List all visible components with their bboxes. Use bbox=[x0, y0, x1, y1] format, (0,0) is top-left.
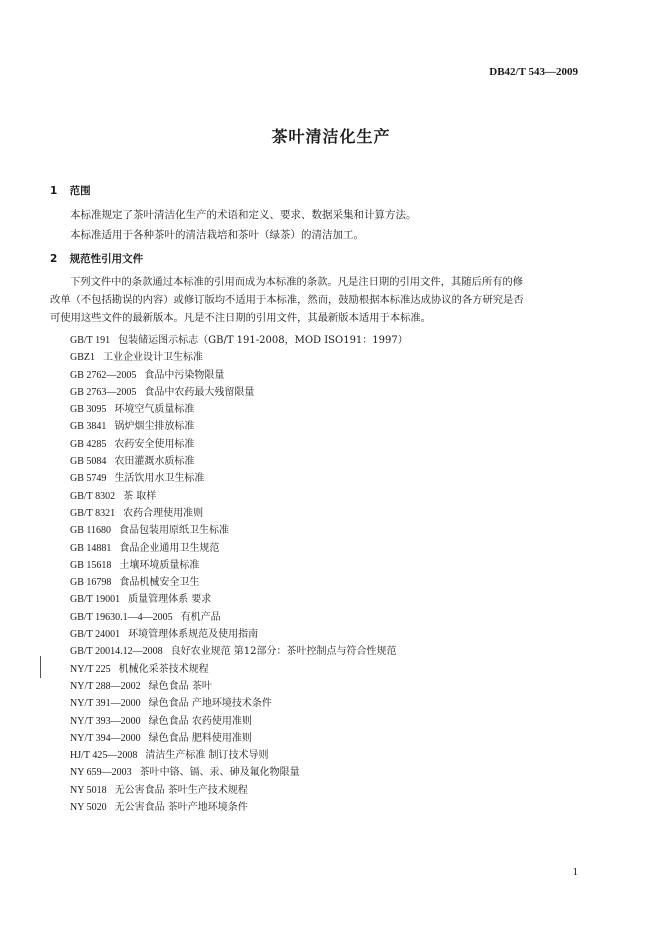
reference-item bbox=[70, 436, 408, 453]
section-number: 1 bbox=[50, 185, 58, 197]
reference-title: 农药合理使用准则 bbox=[123, 507, 204, 519]
reference-title: 绿色食品 产地环境技术条件 bbox=[148, 698, 272, 710]
reference-title: 包装储运图示标志（GB/T 191-2008，MOD ISO191：1997） bbox=[118, 335, 408, 346]
reference-title: 食品机械安全卫生 bbox=[119, 577, 200, 589]
reference-item bbox=[70, 453, 408, 470]
reference-item bbox=[70, 332, 408, 349]
reference-code: NY/T 391—2000 bbox=[70, 698, 141, 710]
reference-code: GB/T 8321 bbox=[70, 507, 116, 519]
reference-item bbox=[70, 522, 408, 539]
reference-item bbox=[70, 799, 408, 816]
reference-code: NY/T 393—2000 bbox=[70, 715, 141, 727]
reference-title: 工业企业设计卫生标准 bbox=[103, 352, 203, 364]
reference-item bbox=[70, 764, 408, 781]
reference-item bbox=[70, 574, 408, 591]
reference-title: 有机产品 bbox=[180, 611, 221, 623]
reference-item bbox=[70, 384, 408, 401]
reference-title: 绿色食品 肥料使用准则 bbox=[148, 732, 252, 744]
reference-title: 绿色食品 农药使用准则 bbox=[148, 715, 252, 727]
reference-item bbox=[70, 626, 408, 643]
reference-item bbox=[70, 418, 408, 435]
reference-code: GB 15618 bbox=[70, 559, 112, 571]
reference-title: 无公害食品 茶叶产地环境条件 bbox=[114, 802, 248, 814]
reference-item bbox=[70, 367, 408, 384]
reference-item bbox=[70, 695, 408, 712]
reference-item bbox=[70, 557, 408, 574]
reference-item bbox=[70, 782, 408, 799]
reference-code: NY 5020 bbox=[70, 802, 107, 814]
reference-title: 锅炉烟尘排放标准 bbox=[114, 421, 195, 433]
reference-code: GBZ1 bbox=[70, 352, 95, 364]
reference-title: 良好农业规范 第12部分：茶叶控制点与符合性规范 bbox=[170, 646, 397, 658]
reference-code: NY/T 394—2000 bbox=[70, 732, 141, 744]
reference-code: HJ/T 425—2008 bbox=[70, 750, 138, 762]
reference-title: 农田灌溉水质标准 bbox=[114, 456, 195, 468]
reference-title: 绿色食品 茶叶 bbox=[148, 680, 212, 692]
intro-line-1: 下列文件中的条款通过本标准的引用而成为本标准的条款。凡是注日期的引用文件，其随后所有的修 bbox=[70, 276, 524, 288]
reference-item bbox=[70, 591, 408, 608]
reference-title: 机械化采茶技术规程 bbox=[118, 663, 209, 675]
reference-title: 土壤环境质量标准 bbox=[119, 559, 200, 571]
reference-title: 茶叶中铬、镉、汞、砷及氟化物限量 bbox=[139, 767, 300, 779]
reference-item bbox=[70, 505, 408, 522]
reference-code: NY 659—2003 bbox=[70, 767, 132, 779]
reference-item bbox=[70, 609, 408, 626]
section-title: 范围 bbox=[69, 185, 91, 197]
reference-item bbox=[70, 470, 408, 487]
page-number: 1 bbox=[572, 866, 578, 878]
reference-title: 生活饮用水卫生标准 bbox=[114, 473, 205, 485]
reference-code: GB 5084 bbox=[70, 456, 107, 468]
reference-title: 无公害食品 茶叶生产技术规程 bbox=[114, 784, 248, 796]
section-title: 规范性引用文件 bbox=[69, 253, 144, 265]
section-number: 2 bbox=[50, 253, 58, 265]
reference-code: GB 3841 bbox=[70, 421, 107, 433]
reference-item bbox=[70, 730, 408, 747]
reference-code: GB 14881 bbox=[70, 542, 112, 554]
reference-code: NY 5018 bbox=[70, 784, 107, 796]
reference-title: 农药安全使用标准 bbox=[114, 438, 195, 450]
reference-code: GB/T 24001 bbox=[70, 629, 121, 641]
reference-code: GB/T 19630.1—4—2005 bbox=[70, 611, 173, 623]
reference-list bbox=[70, 332, 408, 816]
reference-title: 食品中污染物限量 bbox=[144, 369, 225, 381]
reference-code: GB 2762—2005 bbox=[70, 369, 137, 381]
section-2-heading bbox=[50, 251, 143, 266]
standard-code: DB42/T 543—2009 bbox=[489, 66, 578, 78]
reference-code: GB 2763—2005 bbox=[70, 386, 137, 398]
scope-paragraph-2: 本标准适用于各种茶叶的清洁栽培和茶叶（绿茶）的清洁加工。 bbox=[70, 229, 364, 241]
reference-title: 食品企业通用卫生规范 bbox=[119, 542, 220, 554]
reference-code: GB 4285 bbox=[70, 438, 107, 450]
reference-item bbox=[70, 488, 408, 505]
reference-code: GB 16798 bbox=[70, 577, 112, 589]
document-title: 茶叶清洁化生产 bbox=[271, 127, 391, 146]
reference-title: 清洁生产标准 制订技术导则 bbox=[145, 750, 269, 762]
reference-title: 食品中农药最大残留限量 bbox=[144, 386, 255, 398]
reference-code: GB 3095 bbox=[70, 404, 107, 416]
reference-title: 环境管理体系规范及使用指南 bbox=[128, 629, 259, 641]
reference-code: GB/T 8302 bbox=[70, 490, 116, 502]
intro-line-2: 改单（不包括勘误的内容）或修订版均不适用于本标准，然而，鼓励根据本标准达成协议的各方研究是否 bbox=[50, 294, 524, 306]
reference-code: GB 11680 bbox=[70, 525, 112, 537]
reference-title: 质量管理体系 要求 bbox=[128, 594, 212, 606]
reference-item bbox=[70, 643, 408, 660]
margin-mark bbox=[40, 656, 41, 678]
reference-item bbox=[70, 401, 408, 418]
reference-item bbox=[70, 540, 408, 557]
intro-line-3: 可使用这些文件的最新版本。凡是不注日期的引用文件，其最新版本适用于本标准。 bbox=[50, 312, 431, 324]
reference-code: NY/T 225 bbox=[70, 663, 111, 675]
reference-code: GB 5749 bbox=[70, 473, 107, 485]
reference-title: 食品包装用原纸卫生标准 bbox=[119, 525, 230, 537]
scope-paragraph-1: 本标准规定了茶叶清洁化生产的术语和定义、要求、数据采集和计算方法。 bbox=[70, 209, 417, 221]
reference-code: GB/T 20014.12—2008 bbox=[70, 646, 163, 658]
reference-title: 茶 取样 bbox=[123, 490, 157, 502]
reference-title: 环境空气质量标准 bbox=[114, 404, 195, 416]
reference-item bbox=[70, 678, 408, 695]
reference-item bbox=[70, 747, 408, 764]
reference-item bbox=[70, 661, 408, 678]
reference-item bbox=[70, 713, 408, 730]
reference-code: GB/T 19001 bbox=[70, 594, 121, 606]
reference-item bbox=[70, 349, 408, 366]
reference-code: GB/T 191 bbox=[70, 335, 111, 346]
reference-code: NY/T 288—2002 bbox=[70, 680, 141, 692]
section-1-heading bbox=[50, 183, 91, 198]
